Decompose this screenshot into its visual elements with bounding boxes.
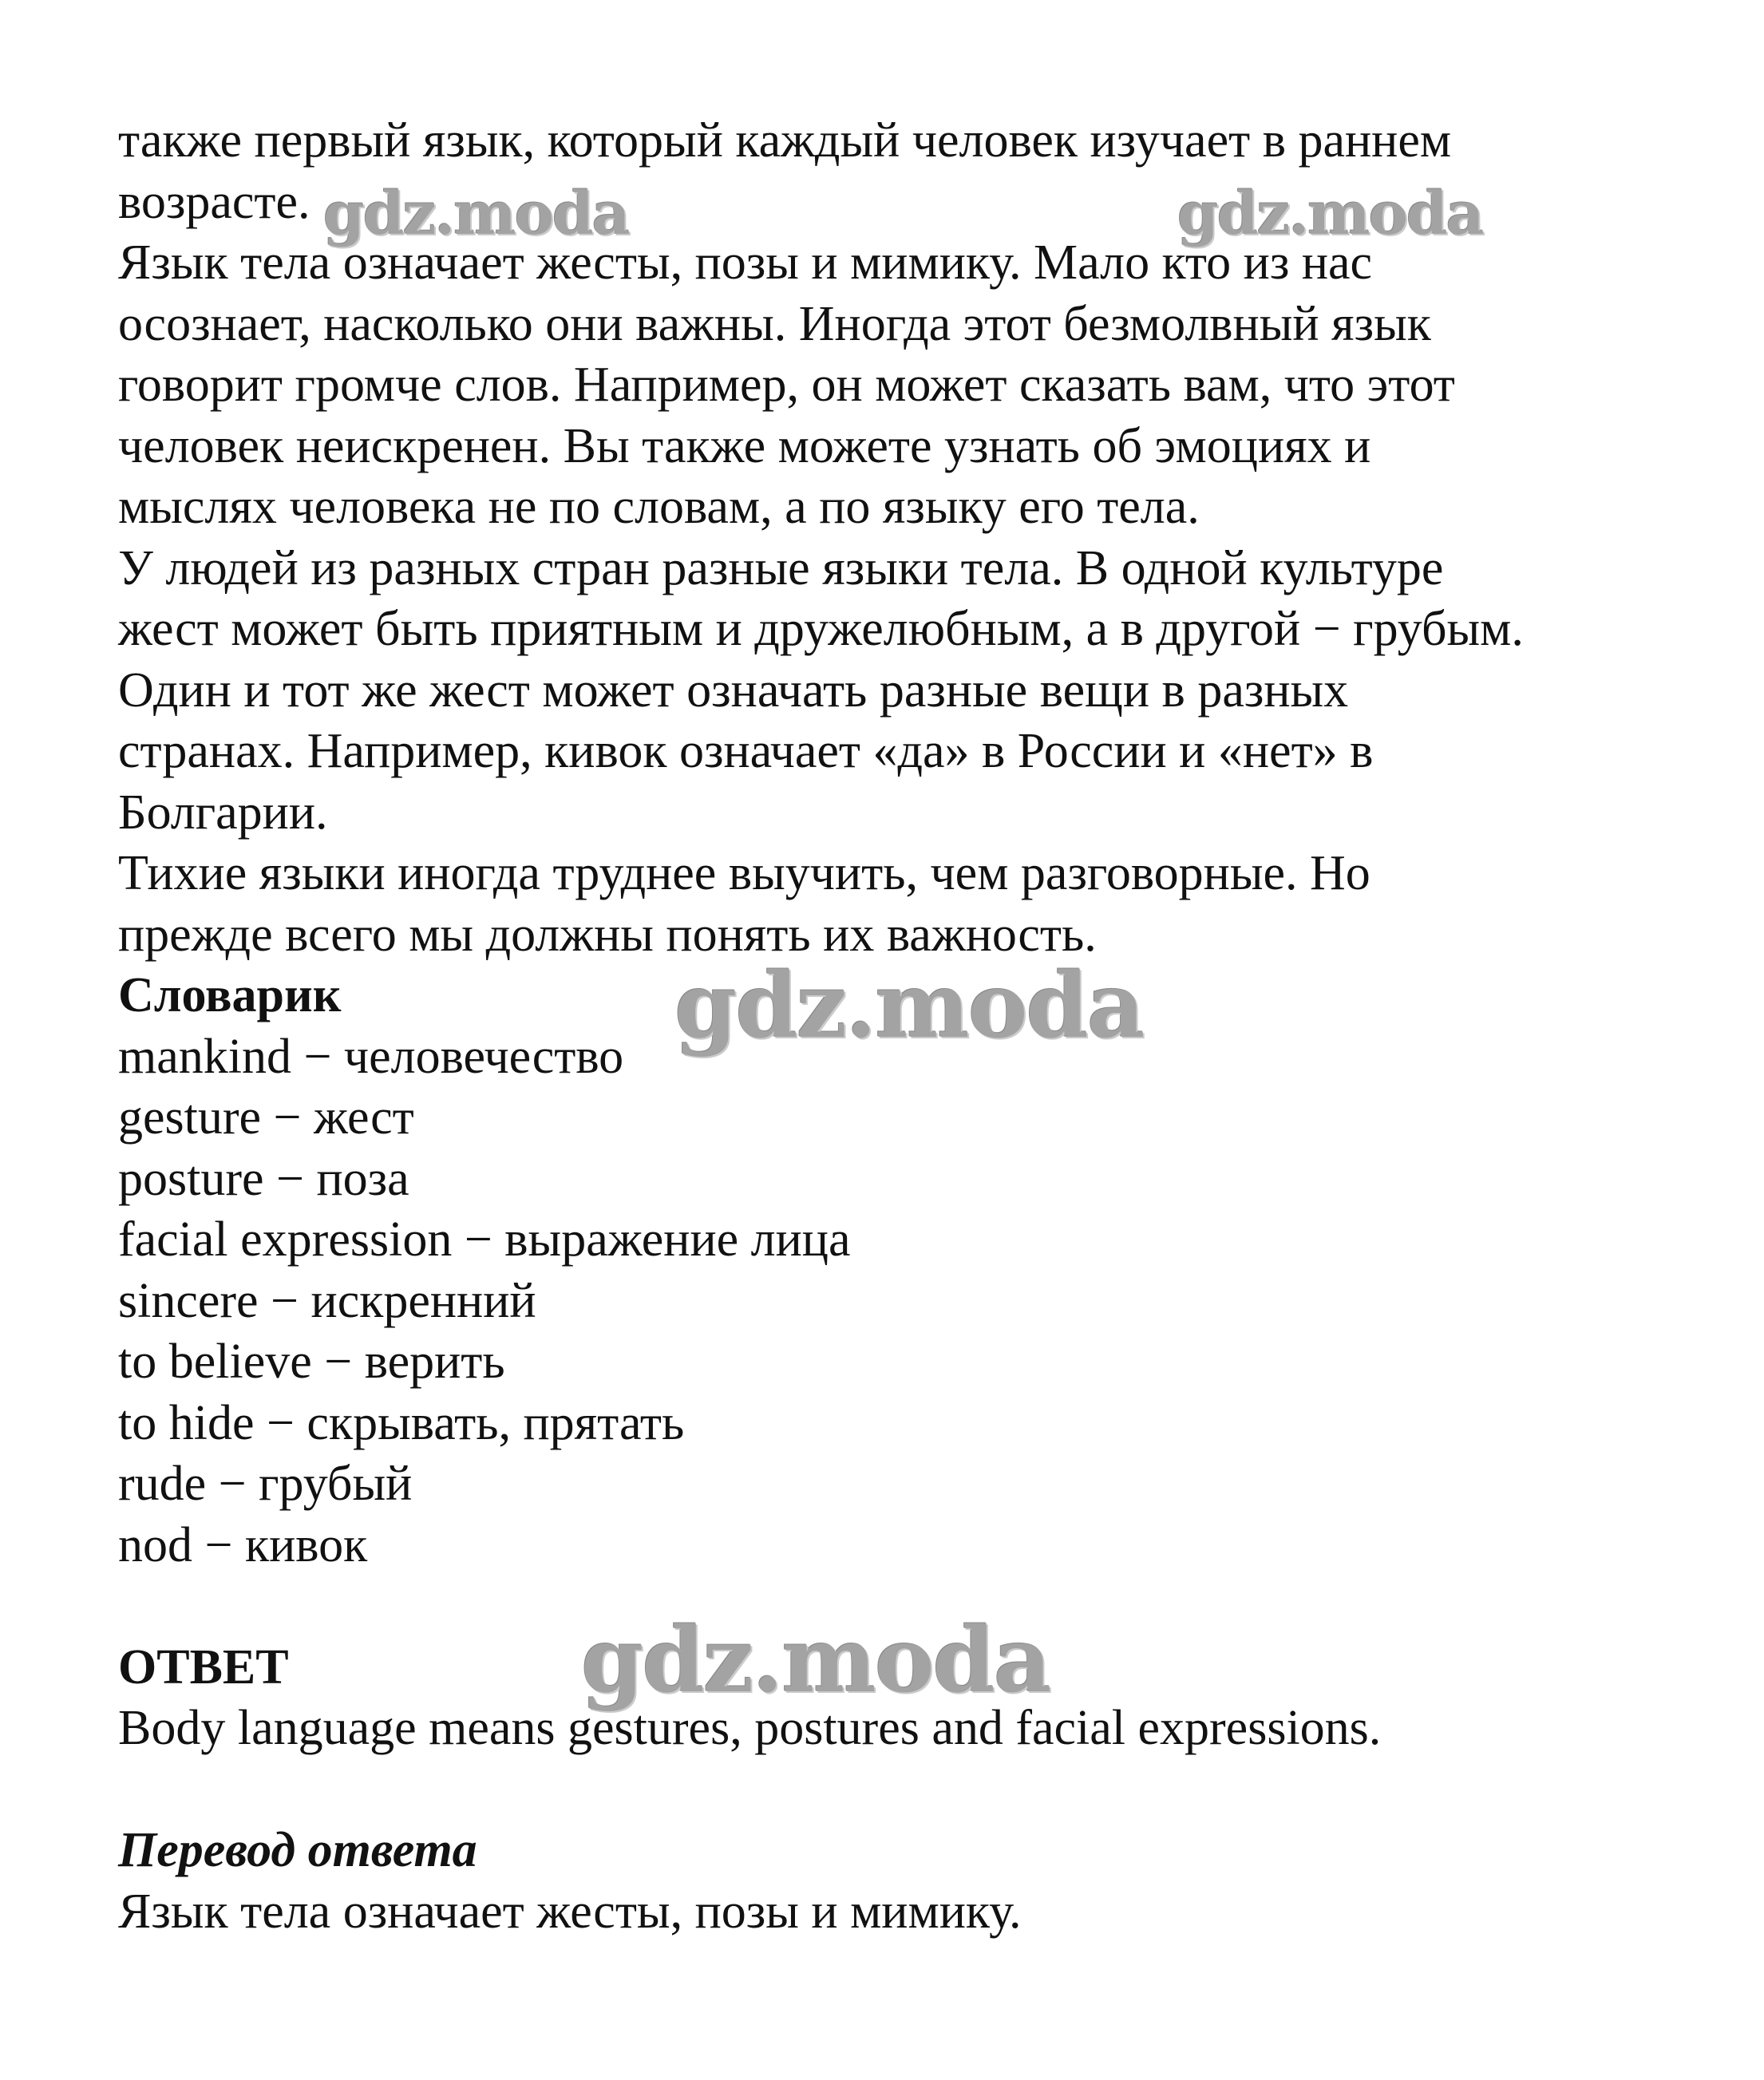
vocab-item: sincere − искренний	[118, 1273, 536, 1328]
watermark-logo: gdz.moda	[581, 1608, 1050, 1713]
paragraph-1-line-1: также первый язык, который каждый человек изучает в раннем	[118, 113, 1452, 168]
vocab-item: gesture − жест	[118, 1090, 414, 1145]
section-spacer	[118, 1576, 1715, 1637]
translation-heading: Перевод ответа	[118, 1823, 477, 1877]
paragraph-3-line-5: Болгарии.	[118, 785, 328, 840]
vocab-item: nod − кивок	[118, 1517, 368, 1572]
paragraph-4-line-1: Тихие языки иногда труднее выучить, чем разговорные. Но	[118, 846, 1370, 900]
paragraph-3-line-4: странах. Например, кивок означает «да» в России и «нет» в	[118, 724, 1374, 778]
paragraph-2-line-3: говорит громче слов. Например, он может сказать вам, что этот	[118, 358, 1455, 412]
vocab-item: to believe − верить	[118, 1335, 505, 1389]
paragraph-2-line-2: осознает, насколько они важны. Иногда этот безмолвный язык	[118, 296, 1431, 351]
watermark-logo: gdz.moda	[323, 180, 629, 248]
translation-text: Язык тела означает жесты, позы и мимику.	[118, 1884, 1022, 1939]
paragraph-3-line-2: жест может быть приятным и дружелюбным, а в другой − грубым.	[118, 602, 1524, 656]
vocab-item: to hide − скрывать, прятать	[118, 1395, 685, 1450]
vocab-item: posture − поза	[118, 1151, 409, 1206]
vocab-item: mankind − человечество	[118, 1029, 624, 1084]
vocab-item: facial expression − выражение лица	[118, 1212, 851, 1267]
vocabulary-heading: Словарик	[118, 968, 342, 1022]
paragraph-4-line-2: прежде всего мы должны понять их важность.	[118, 907, 1097, 962]
paragraph-2-line-1: Язык тела означает жесты, позы и мимику. Мало кто из нас	[118, 235, 1373, 290]
answer-heading: ОТВЕТ	[118, 1639, 289, 1694]
section-spacer	[118, 1759, 1715, 1821]
paragraph-1-line-2: возрасте.	[118, 174, 310, 229]
answer-text: Body language means gestures, postures and facial expressions.	[118, 1701, 1382, 1755]
vocab-item: rude − грубый	[118, 1457, 413, 1511]
paragraph-3-line-3: Один и тот же жест может означать разные вещи в разных	[118, 662, 1349, 718]
paragraph-3-line-1: У людей из разных стран разные языки тела. В одной культуре	[118, 540, 1444, 595]
watermark-logo: gdz.moda	[674, 954, 1144, 1058]
paragraph-2-line-4: человек неискренен. Вы также можете узнать об эмоциях и	[118, 418, 1371, 473]
watermark-logo: gdz.moda	[1177, 180, 1483, 248]
document-page	[118, 110, 1715, 1942]
paragraph-2-line-5: мыслях человека не по словам, а по языку его тела.	[118, 480, 1200, 534]
